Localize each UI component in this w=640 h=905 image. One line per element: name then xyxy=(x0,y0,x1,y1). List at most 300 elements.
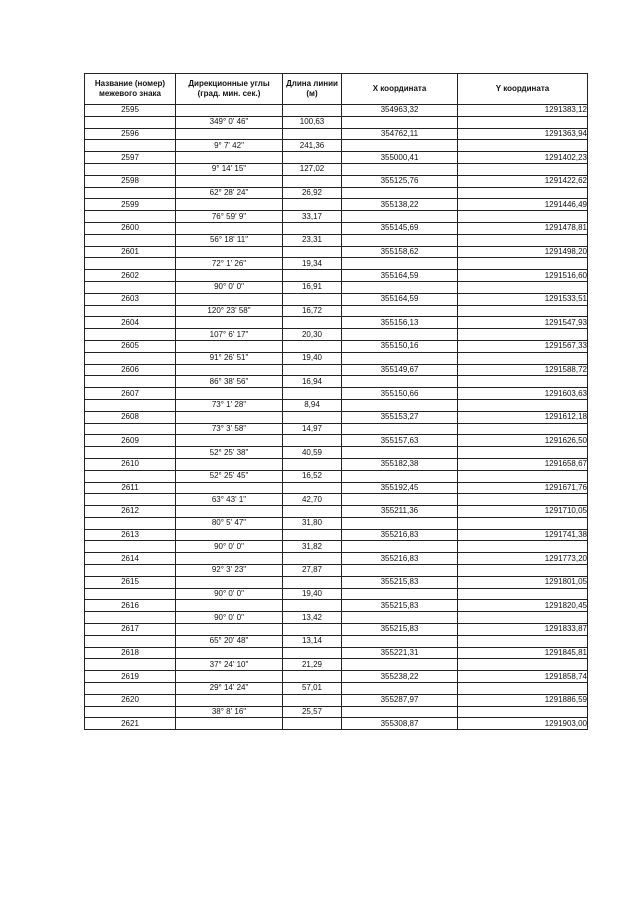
empty-cell xyxy=(458,494,588,506)
line-length: 33,17 xyxy=(283,211,342,223)
segment-row xyxy=(85,706,588,718)
empty-cell xyxy=(342,706,458,718)
empty-cell xyxy=(283,293,342,305)
y-coordinate: 1291533,51 xyxy=(458,293,588,305)
line-length: 27,87 xyxy=(283,565,342,577)
empty-cell xyxy=(283,600,342,612)
segment-row xyxy=(85,517,588,529)
point-name: 2599 xyxy=(85,199,176,211)
line-length: 40,59 xyxy=(283,447,342,459)
empty-cell xyxy=(283,506,342,518)
x-coordinate: 355287,97 xyxy=(342,694,458,706)
empty-cell xyxy=(342,234,458,246)
point-name: 2597 xyxy=(85,152,176,164)
empty-cell xyxy=(283,388,342,400)
empty-cell xyxy=(85,635,176,647)
empty-cell xyxy=(458,588,588,600)
point-name: 2600 xyxy=(85,222,176,234)
segment-row xyxy=(85,163,588,175)
header-length: Длина линии (м) xyxy=(283,74,342,105)
segment-row xyxy=(85,329,588,341)
y-coordinate: 1291402,23 xyxy=(458,152,588,164)
empty-cell xyxy=(342,541,458,553)
x-coordinate: 355157,63 xyxy=(342,435,458,447)
segment-row xyxy=(85,541,588,553)
x-coordinate: 355138,22 xyxy=(342,199,458,211)
direction-angle: 63° 43' 1" xyxy=(176,494,283,506)
point-name: 2609 xyxy=(85,435,176,447)
empty-cell xyxy=(458,470,588,482)
line-length: 16,94 xyxy=(283,376,342,388)
direction-angle: 90° 0' 0" xyxy=(176,612,283,624)
empty-cell xyxy=(342,659,458,671)
line-length: 19,34 xyxy=(283,258,342,270)
segment-row xyxy=(85,399,588,411)
empty-cell xyxy=(458,683,588,695)
point-name: 2614 xyxy=(85,553,176,565)
segment-row xyxy=(85,612,588,624)
empty-cell xyxy=(85,541,176,553)
segment-row xyxy=(85,258,588,270)
x-coordinate: 354762,11 xyxy=(342,128,458,140)
empty-cell xyxy=(176,624,283,636)
point-name: 2619 xyxy=(85,671,176,683)
empty-cell xyxy=(342,565,458,577)
empty-cell xyxy=(342,187,458,199)
empty-cell xyxy=(458,305,588,317)
y-coordinate: 1291498,20 xyxy=(458,246,588,258)
direction-angle: 90° 0' 0" xyxy=(176,281,283,293)
line-length: 127,02 xyxy=(283,163,342,175)
y-coordinate: 1291626,50 xyxy=(458,435,588,447)
point-row xyxy=(85,600,588,612)
empty-cell xyxy=(176,411,283,423)
y-coordinate: 1291588,72 xyxy=(458,364,588,376)
empty-cell xyxy=(283,718,342,730)
empty-cell xyxy=(283,199,342,211)
line-length: 100,63 xyxy=(283,116,342,128)
y-coordinate: 1291845,81 xyxy=(458,647,588,659)
empty-cell xyxy=(283,411,342,423)
point-name: 2602 xyxy=(85,270,176,282)
y-coordinate: 1291710,05 xyxy=(458,506,588,518)
direction-angle: 52° 25' 38" xyxy=(176,447,283,459)
y-coordinate: 1291363,94 xyxy=(458,128,588,140)
x-coordinate: 355150,66 xyxy=(342,388,458,400)
x-coordinate: 355149,67 xyxy=(342,364,458,376)
empty-cell xyxy=(458,281,588,293)
segment-row xyxy=(85,187,588,199)
empty-cell xyxy=(283,175,342,187)
line-length: 13,14 xyxy=(283,635,342,647)
y-coordinate: 1291833,87 xyxy=(458,624,588,636)
x-coordinate: 355215,83 xyxy=(342,576,458,588)
point-row xyxy=(85,694,588,706)
empty-cell xyxy=(458,376,588,388)
segment-row xyxy=(85,447,588,459)
point-row xyxy=(85,317,588,329)
empty-cell xyxy=(176,458,283,470)
empty-cell xyxy=(176,482,283,494)
direction-angle: 9° 7' 42" xyxy=(176,140,283,152)
empty-cell xyxy=(283,529,342,541)
point-row xyxy=(85,529,588,541)
empty-cell xyxy=(176,152,283,164)
empty-cell xyxy=(85,211,176,223)
empty-cell xyxy=(85,281,176,293)
empty-cell xyxy=(176,647,283,659)
y-coordinate: 1291858,74 xyxy=(458,671,588,683)
y-coordinate: 1291567,33 xyxy=(458,340,588,352)
point-row xyxy=(85,576,588,588)
y-coordinate: 1291422,62 xyxy=(458,175,588,187)
point-row xyxy=(85,293,588,305)
segment-row xyxy=(85,470,588,482)
empty-cell xyxy=(85,305,176,317)
empty-cell xyxy=(85,517,176,529)
line-length: 8,94 xyxy=(283,399,342,411)
empty-cell xyxy=(283,624,342,636)
point-name: 2607 xyxy=(85,388,176,400)
direction-angle: 72° 1' 26" xyxy=(176,258,283,270)
empty-cell xyxy=(176,175,283,187)
empty-cell xyxy=(283,105,342,117)
x-coordinate: 355156,13 xyxy=(342,317,458,329)
line-length: 16,72 xyxy=(283,305,342,317)
point-row xyxy=(85,435,588,447)
empty-cell xyxy=(85,423,176,435)
empty-cell xyxy=(85,352,176,364)
y-coordinate: 1291383,12 xyxy=(458,105,588,117)
empty-cell xyxy=(342,447,458,459)
line-length: 31,82 xyxy=(283,541,342,553)
point-name: 2618 xyxy=(85,647,176,659)
point-name: 2608 xyxy=(85,411,176,423)
empty-cell xyxy=(283,364,342,376)
y-coordinate: 1291801,05 xyxy=(458,576,588,588)
empty-cell xyxy=(342,635,458,647)
line-length: 19,40 xyxy=(283,588,342,600)
direction-angle: 107° 6' 17" xyxy=(176,329,283,341)
segment-row xyxy=(85,588,588,600)
empty-cell xyxy=(283,270,342,282)
empty-cell xyxy=(176,506,283,518)
point-name: 2620 xyxy=(85,694,176,706)
direction-angle: 52° 25' 45" xyxy=(176,470,283,482)
empty-cell xyxy=(85,376,176,388)
empty-cell xyxy=(85,565,176,577)
empty-cell xyxy=(85,234,176,246)
empty-cell xyxy=(176,293,283,305)
direction-angle: 65° 20' 48" xyxy=(176,635,283,647)
line-length: 20,30 xyxy=(283,329,342,341)
y-coordinate: 1291773,20 xyxy=(458,553,588,565)
segment-row xyxy=(85,352,588,364)
x-coordinate: 355192,45 xyxy=(342,482,458,494)
empty-cell xyxy=(85,494,176,506)
empty-cell xyxy=(176,317,283,329)
segment-row xyxy=(85,494,588,506)
point-name: 2596 xyxy=(85,128,176,140)
empty-cell xyxy=(85,116,176,128)
empty-cell xyxy=(283,317,342,329)
empty-cell xyxy=(458,258,588,270)
header-x: X координата xyxy=(342,74,458,105)
empty-cell xyxy=(458,706,588,718)
empty-cell xyxy=(85,612,176,624)
point-row xyxy=(85,553,588,565)
x-coordinate: 355308,87 xyxy=(342,718,458,730)
empty-cell xyxy=(85,659,176,671)
empty-cell xyxy=(342,494,458,506)
segment-row xyxy=(85,116,588,128)
point-row xyxy=(85,199,588,211)
point-row xyxy=(85,364,588,376)
empty-cell xyxy=(85,706,176,718)
direction-angle: 38° 8' 16" xyxy=(176,706,283,718)
empty-cell xyxy=(85,399,176,411)
empty-cell xyxy=(85,163,176,175)
empty-cell xyxy=(85,258,176,270)
empty-cell xyxy=(176,718,283,730)
point-name: 2601 xyxy=(85,246,176,258)
empty-cell xyxy=(283,647,342,659)
y-coordinate: 1291478,81 xyxy=(458,222,588,234)
empty-cell xyxy=(458,211,588,223)
x-coordinate: 355216,83 xyxy=(342,553,458,565)
line-length: 19,40 xyxy=(283,352,342,364)
y-coordinate: 1291903,00 xyxy=(458,718,588,730)
empty-cell xyxy=(458,565,588,577)
empty-cell xyxy=(458,163,588,175)
point-name: 2606 xyxy=(85,364,176,376)
empty-cell xyxy=(342,305,458,317)
direction-angle: 349° 0' 46" xyxy=(176,116,283,128)
point-name: 2612 xyxy=(85,506,176,518)
point-name: 2613 xyxy=(85,529,176,541)
empty-cell xyxy=(458,187,588,199)
x-coordinate: 354963,32 xyxy=(342,105,458,117)
empty-cell xyxy=(85,447,176,459)
empty-cell xyxy=(458,423,588,435)
x-coordinate: 355215,83 xyxy=(342,624,458,636)
empty-cell xyxy=(85,140,176,152)
y-coordinate: 1291886,59 xyxy=(458,694,588,706)
empty-cell xyxy=(176,553,283,565)
empty-cell xyxy=(342,588,458,600)
y-coordinate: 1291547,93 xyxy=(458,317,588,329)
empty-cell xyxy=(176,388,283,400)
direction-angle: 56° 18' 11" xyxy=(176,234,283,246)
segment-row xyxy=(85,659,588,671)
empty-cell xyxy=(342,211,458,223)
empty-cell xyxy=(342,258,458,270)
point-name: 2603 xyxy=(85,293,176,305)
x-coordinate: 355150,16 xyxy=(342,340,458,352)
empty-cell xyxy=(283,222,342,234)
empty-cell xyxy=(342,683,458,695)
empty-cell xyxy=(176,364,283,376)
empty-cell xyxy=(176,671,283,683)
empty-cell xyxy=(85,683,176,695)
header-row xyxy=(85,74,588,105)
point-name: 2598 xyxy=(85,175,176,187)
line-length: 13,42 xyxy=(283,612,342,624)
empty-cell xyxy=(85,187,176,199)
point-name: 2617 xyxy=(85,624,176,636)
empty-cell xyxy=(85,470,176,482)
point-row xyxy=(85,175,588,187)
table-body xyxy=(85,105,588,730)
empty-cell xyxy=(176,694,283,706)
line-length: 26,92 xyxy=(283,187,342,199)
x-coordinate: 355145,69 xyxy=(342,222,458,234)
point-name: 2615 xyxy=(85,576,176,588)
point-row xyxy=(85,388,588,400)
direction-angle: 76° 59' 9" xyxy=(176,211,283,223)
x-coordinate: 355164,59 xyxy=(342,270,458,282)
empty-cell xyxy=(283,671,342,683)
empty-cell xyxy=(342,612,458,624)
empty-cell xyxy=(176,340,283,352)
y-coordinate: 1291612,18 xyxy=(458,411,588,423)
line-length: 42,70 xyxy=(283,494,342,506)
direction-angle: 9° 14' 15" xyxy=(176,163,283,175)
point-row xyxy=(85,411,588,423)
line-length: 23,31 xyxy=(283,234,342,246)
point-name: 2604 xyxy=(85,317,176,329)
point-row xyxy=(85,647,588,659)
empty-cell xyxy=(342,329,458,341)
empty-cell xyxy=(458,517,588,529)
empty-cell xyxy=(283,482,342,494)
y-coordinate: 1291516,60 xyxy=(458,270,588,282)
x-coordinate: 355125,76 xyxy=(342,175,458,187)
empty-cell xyxy=(176,246,283,258)
direction-angle: 80° 5' 47" xyxy=(176,517,283,529)
empty-cell xyxy=(176,105,283,117)
x-coordinate: 355215,83 xyxy=(342,600,458,612)
line-length: 14,97 xyxy=(283,423,342,435)
y-coordinate: 1291658,67 xyxy=(458,458,588,470)
empty-cell xyxy=(458,140,588,152)
line-length: 16,52 xyxy=(283,470,342,482)
empty-cell xyxy=(342,470,458,482)
segment-row xyxy=(85,683,588,695)
empty-cell xyxy=(458,635,588,647)
empty-cell xyxy=(342,116,458,128)
line-length: 241,36 xyxy=(283,140,342,152)
line-length: 57,01 xyxy=(283,683,342,695)
empty-cell xyxy=(342,281,458,293)
empty-cell xyxy=(283,340,342,352)
point-row xyxy=(85,458,588,470)
x-coordinate: 355211,36 xyxy=(342,506,458,518)
y-coordinate: 1291741,38 xyxy=(458,529,588,541)
point-row xyxy=(85,340,588,352)
direction-angle: 90° 0' 0" xyxy=(176,541,283,553)
x-coordinate: 355238,22 xyxy=(342,671,458,683)
empty-cell xyxy=(85,329,176,341)
x-coordinate: 355153,27 xyxy=(342,411,458,423)
empty-cell xyxy=(85,588,176,600)
x-coordinate: 355164,59 xyxy=(342,293,458,305)
point-name: 2605 xyxy=(85,340,176,352)
empty-cell xyxy=(342,163,458,175)
empty-cell xyxy=(283,694,342,706)
point-row xyxy=(85,152,588,164)
point-row xyxy=(85,246,588,258)
empty-cell xyxy=(176,199,283,211)
point-name: 2616 xyxy=(85,600,176,612)
x-coordinate: 355216,83 xyxy=(342,529,458,541)
point-name: 2621 xyxy=(85,718,176,730)
empty-cell xyxy=(458,399,588,411)
direction-angle: 37° 24' 10" xyxy=(176,659,283,671)
point-row xyxy=(85,222,588,234)
empty-cell xyxy=(342,376,458,388)
x-coordinate: 355000,41 xyxy=(342,152,458,164)
direction-angle: 73° 1' 28" xyxy=(176,399,283,411)
empty-cell xyxy=(176,435,283,447)
empty-cell xyxy=(283,128,342,140)
segment-row xyxy=(85,423,588,435)
y-coordinate: 1291446,49 xyxy=(458,199,588,211)
direction-angle: 29° 14' 24" xyxy=(176,683,283,695)
point-row xyxy=(85,105,588,117)
y-coordinate: 1291820,45 xyxy=(458,600,588,612)
y-coordinate: 1291603,63 xyxy=(458,388,588,400)
empty-cell xyxy=(458,234,588,246)
point-name: 2611 xyxy=(85,482,176,494)
empty-cell xyxy=(342,352,458,364)
empty-cell xyxy=(176,270,283,282)
point-row xyxy=(85,671,588,683)
direction-angle: 91° 26' 51" xyxy=(176,352,283,364)
point-name: 2595 xyxy=(85,105,176,117)
empty-cell xyxy=(283,553,342,565)
empty-cell xyxy=(176,600,283,612)
header-name: Название (номер) межевого знака xyxy=(85,74,176,105)
x-coordinate: 355158,62 xyxy=(342,246,458,258)
empty-cell xyxy=(283,152,342,164)
segment-row xyxy=(85,635,588,647)
y-coordinate: 1291671,76 xyxy=(458,482,588,494)
empty-cell xyxy=(283,458,342,470)
empty-cell xyxy=(458,352,588,364)
segment-row xyxy=(85,305,588,317)
empty-cell xyxy=(458,116,588,128)
line-length: 25,57 xyxy=(283,706,342,718)
direction-angle: 73° 3' 58" xyxy=(176,423,283,435)
line-length: 21,29 xyxy=(283,659,342,671)
empty-cell xyxy=(176,128,283,140)
empty-cell xyxy=(176,529,283,541)
empty-cell xyxy=(458,541,588,553)
segment-row xyxy=(85,211,588,223)
empty-cell xyxy=(342,140,458,152)
x-coordinate: 355182,38 xyxy=(342,458,458,470)
empty-cell xyxy=(283,246,342,258)
empty-cell xyxy=(176,576,283,588)
point-row xyxy=(85,128,588,140)
coordinates-table xyxy=(84,73,588,730)
direction-angle: 92° 3' 23" xyxy=(176,565,283,577)
empty-cell xyxy=(176,222,283,234)
point-row xyxy=(85,718,588,730)
empty-cell xyxy=(458,329,588,341)
direction-angle: 90° 0' 0" xyxy=(176,588,283,600)
